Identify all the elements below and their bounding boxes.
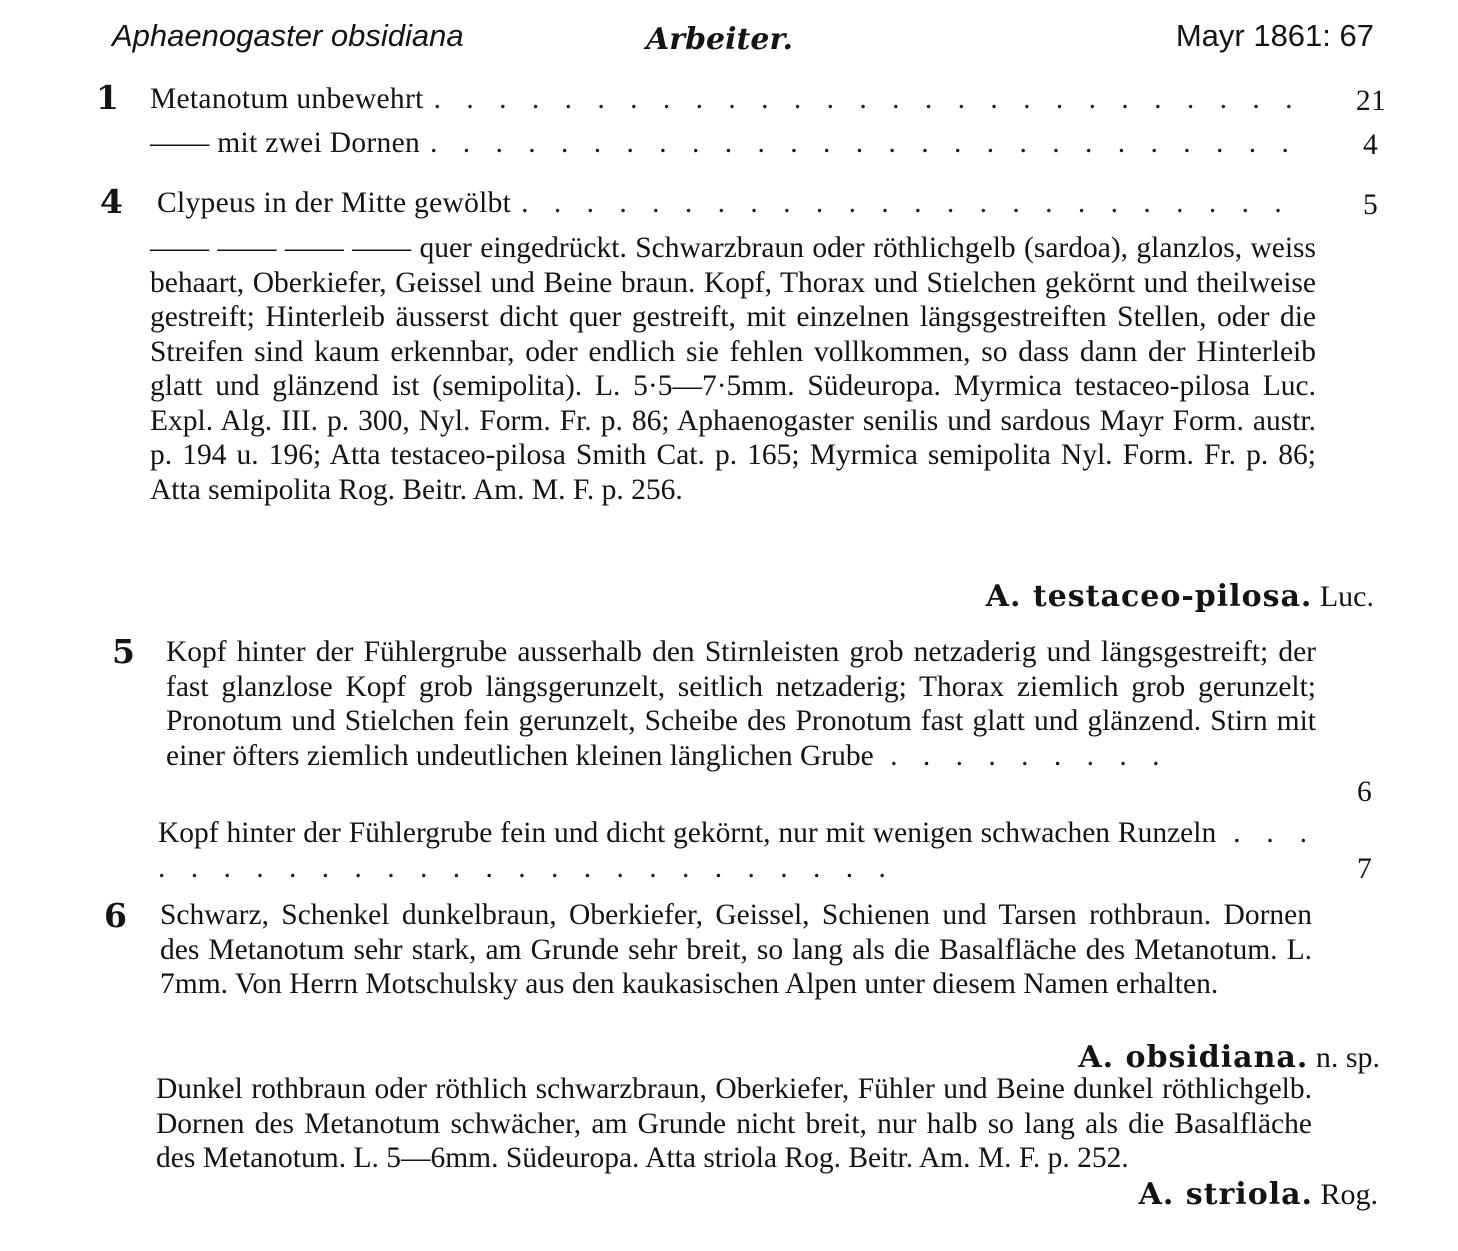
taxon-line <box>1078 1040 1380 1075</box>
taxon-line <box>1139 1177 1378 1212</box>
taxon-name: A. obsidiana. <box>1078 1040 1309 1075</box>
header-caste: Arbeiter. <box>646 22 793 57</box>
couplet-5a-description: Kopf hinter der Fühlergrube ausserhalb den Stirnleisten grob netzaderig und längsgestreift; der fast glanzlose Kopf grob längsgerunzelt, seitlich netzaderig; Thorax ziemlich grob gerunzelt; Pronotum und Stielchen fein gerunzelt, Scheibe des Pronotum fast glatt und glänzend. Stirn mit einer öfters ziemlich undeutlichen kleinen länglichen Grube . . . . . . . . . <box>166 636 1316 772</box>
couplet-lead: 21 <box>1355 85 1386 117</box>
taxon-name: A. testaceo-pilosa. <box>985 579 1313 614</box>
leader-dots <box>424 82 1307 117</box>
couplet-number: 6 <box>104 896 127 935</box>
couplet-4a <box>157 186 1317 221</box>
couplet-1b <box>150 126 1315 161</box>
couplet-number: 1 <box>96 78 119 117</box>
header-species: Aphaenogaster obsidiana <box>112 18 464 53</box>
couplet-number: 5 <box>112 632 135 671</box>
couplet-number: 4 <box>100 182 123 221</box>
couplet-lead: 4 <box>1362 129 1378 161</box>
couplet-text: Metanotum unbewehrt <box>150 83 424 115</box>
couplet-lead: 7 <box>1356 853 1372 885</box>
couplet-5b-description: Kopf hinter der Fühlergrube fein und dicht gekörnt, nur mit wenigen schwachen Runzeln . . . . . . . . . . . . . . . . . . . . . . . . . . <box>158 817 1317 884</box>
couplet-text: Dunkel rothbraun oder röthlich schwarzbraun, Oberkiefer, Fühler und Beine dunkel röthlichgelb. Dornen des Metanotum schwächer, am Grunde nicht breit, nur halb so lang als die Basalfläche des Metanotum. L. 5—6mm. Südeuropa. Atta striola Rog. Beitr. Am. M. F. p. 252. <box>156 1073 1312 1174</box>
taxon-line <box>986 579 1374 614</box>
taxon-author: n. sp. <box>1315 1041 1380 1074</box>
couplet-text: Schwarz, Schenkel dunkelbraun, Oberkiefer, Geissel, Schienen und Tarsen rothbraun. Dornen des Metanotum sehr stark, am Grunde sehr breit, so lang als die Basalfläche des Metanotum. L. 7mm. Von Herrn Motschulsky aus den kaukasischen Alpen unter diesem Namen erhalten. <box>160 899 1312 1000</box>
couplet-text: Kopf hinter der Fühlergrube ausserhalb den Stirnleisten grob netzaderig und längsgestreift; der fast glanzlose Kopf grob längsgerunzelt, seitlich netzaderig; Thorax ziemlich grob gerunzelt; Pronotum und Stielchen fein gerunzelt, Scheibe des Pronotum fast glatt und glänzend. Stirn mit einer öfters ziemlich undeutlichen kleinen länglichen Grube <box>166 636 1316 772</box>
couplet-text: —— —— —— —— quer eingedrückt. Schwarzbraun oder röthlichgelb (sardoa), glanzlos, weiss behaart, Oberkiefer, Geissel und Beine braun. Kopf, Thorax und Stielchen gekörnt und theilweise gestreift; Hinterleib äusserst dicht quer gestreift, mit einzelnen längsgestreiften Stellen, oder die Streifen sind kaum erkennbar, oder endlich sie fehlen vollkommen, so dass dann der Hinterleib glatt und glänzend ist (semipolita). L. 5·5—7·5mm. Südeuropa. Myrmica testaceo-pilosa Luc. Expl. Alg. III. p. 300, Nyl. Form. Fr. p. 86; Aphaenogaster senilis und sardous Mayr Form. austr. p. 194 u. 196; Atta testaceo-pilosa Smith Cat. p. 165; Myrmica semipolita Nyl. Form. Fr. p. 86; Atta semipolita Rog. Beitr. Am. M. F. p. 256. <box>150 232 1316 506</box>
couplet-6b-description <box>156 1072 1312 1176</box>
couplet-text: —— mit zwei Dornen <box>150 127 421 159</box>
leader-dots <box>420 126 1307 161</box>
leader-dots <box>511 186 1309 221</box>
couplet-text: Kopf hinter der Fühlergrube fein und dicht gekörnt, nur mit wenigen schwachen Runzeln <box>158 817 1217 849</box>
couplet-lead: 5 <box>1362 189 1378 221</box>
taxon-name: A. striola. <box>1138 1177 1313 1212</box>
header-reference: Mayr 1861: 67 <box>1175 18 1374 53</box>
taxon-author: Luc. <box>1319 580 1374 613</box>
couplet-4b-description <box>150 231 1316 507</box>
couplet-6a-description <box>160 898 1312 1002</box>
couplet-lead: 6 <box>1356 776 1372 808</box>
taxon-author: Rog. <box>1320 1178 1378 1211</box>
couplet-1a <box>150 82 1315 117</box>
couplet-text: Clypeus in der Mitte gewölbt <box>157 187 512 219</box>
